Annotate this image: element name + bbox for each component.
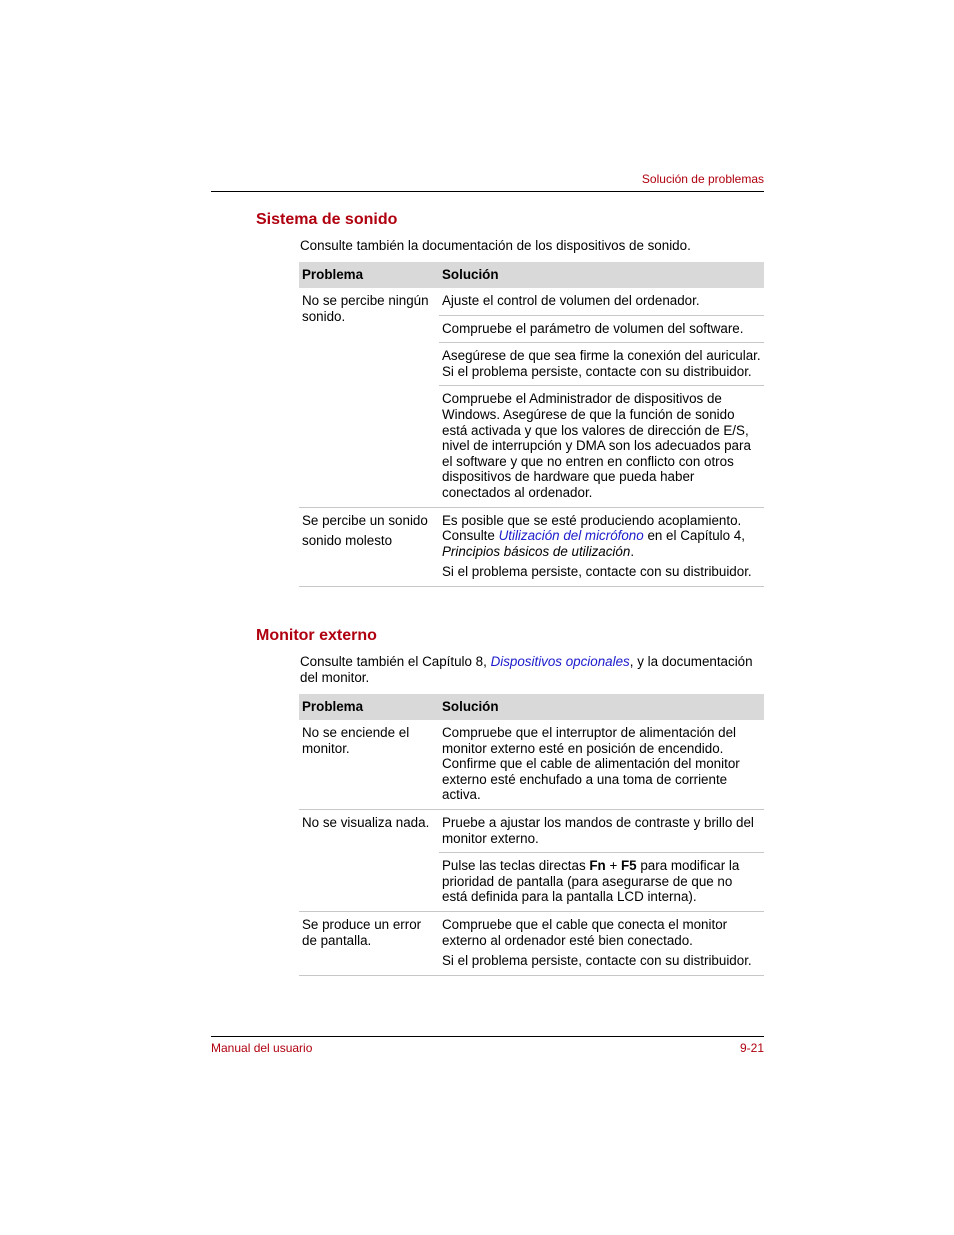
solution-cell: Asegúrese de que sea firme la conexión del auricular. Si el problema persiste, contacte con su distribuidor. (439, 343, 764, 386)
intro-text-part: Consulte también el Capítulo 8, (300, 654, 491, 669)
header-rule (211, 191, 764, 192)
problem-cell: No se enciende el monitor. (299, 720, 439, 809)
solution-text: Compruebe que el cable que conecta el monitor externo al ordenador esté bien conectado. (442, 916, 728, 948)
section-title-monitor: Monitor externo (256, 627, 377, 644)
table-row (299, 809, 764, 852)
table-header-row (299, 694, 764, 720)
solution-cell (439, 853, 764, 912)
page-number: 9-21 (739, 1041, 764, 1055)
running-header: Solución de problemas (641, 172, 764, 186)
link-optional-devices[interactable]: Dispositivos opcionales (490, 654, 630, 669)
solution-text-part: . (630, 543, 635, 559)
solution-text (442, 513, 761, 560)
table-row (299, 720, 764, 809)
solution-cell: Ajuste el control de volumen del ordenador. (439, 288, 764, 315)
monitor-intro (300, 654, 764, 685)
table-header-row (299, 262, 764, 288)
solution-cell: Compruebe el parámetro de volumen del software. (439, 315, 764, 343)
solution-text-part: Pulse las teclas directas (442, 858, 590, 874)
problem-text: Se percibe un sonido (302, 512, 428, 528)
solution-text-part: Es posible que se esté produciendo acoplamiento. Consulte (442, 512, 742, 544)
table-row (299, 288, 764, 315)
link-microphone[interactable]: Utilización del micrófono (498, 528, 644, 544)
problem-cell (299, 507, 439, 586)
sound-table (299, 262, 764, 587)
problem-cell: No se visualiza nada. (299, 809, 439, 911)
solution-text-part: + (605, 858, 621, 874)
col-header-solution: Solución (439, 694, 764, 720)
chapter-title-italic: Principios básicos de utilización (442, 543, 631, 559)
table-row (299, 911, 764, 975)
footer-rule (211, 1036, 764, 1037)
problem-text: sonido molesto (302, 533, 393, 549)
key-f5: F5 (621, 858, 637, 874)
table-row (299, 507, 764, 586)
solution-cell (439, 911, 764, 975)
footer-manual-title: Manual del usuario (211, 1041, 313, 1055)
solution-text-part: en el Capítulo 4, (643, 528, 745, 544)
intro-text-part: , y la documentación del monitor. (300, 654, 753, 685)
col-header-solution: Solución (439, 262, 764, 288)
solution-text-part: para modificar la prioridad de pantalla (para asegurarse de que no está definida para la pantalla LCD interna). (442, 858, 740, 905)
solution-cell: Pruebe a ajustar los mandos de contraste y brillo del monitor externo. (439, 809, 764, 852)
section-title-sound: Sistema de sonido (256, 211, 398, 228)
sound-intro: Consulte también la documentación de los dispositivos de sonido. (300, 238, 691, 253)
col-header-problem: Problema (299, 262, 439, 288)
solution-cell (439, 507, 764, 586)
col-header-problem: Problema (299, 694, 439, 720)
solution-cell: Compruebe el Administrador de dispositivos de Windows. Asegúrese de que la función de sonido está activada y que los valores de dirección de E/S, nivel de interrupción y DMA son los adecuados para el software y que no entren en conflicto con otros dispositivos de hardware que pueda haber conectados al ordenador. (439, 386, 764, 507)
solution-cell: Compruebe que el interruptor de alimentación del monitor externo esté en posición de encendido. Confirme que el cable de alimentación del monitor externo esté enchufado a una toma de corriente activa. (439, 720, 764, 809)
key-fn: Fn (589, 858, 606, 874)
solution-text: Si el problema persiste, contacte con su distribuidor. (442, 564, 752, 580)
monitor-table (299, 694, 764, 976)
problem-cell: Se produce un error de pantalla. (299, 911, 439, 975)
solution-text: Si el problema persiste, contacte con su distribuidor. (442, 953, 752, 969)
problem-cell: No se percibe ningún sonido. (299, 288, 439, 507)
